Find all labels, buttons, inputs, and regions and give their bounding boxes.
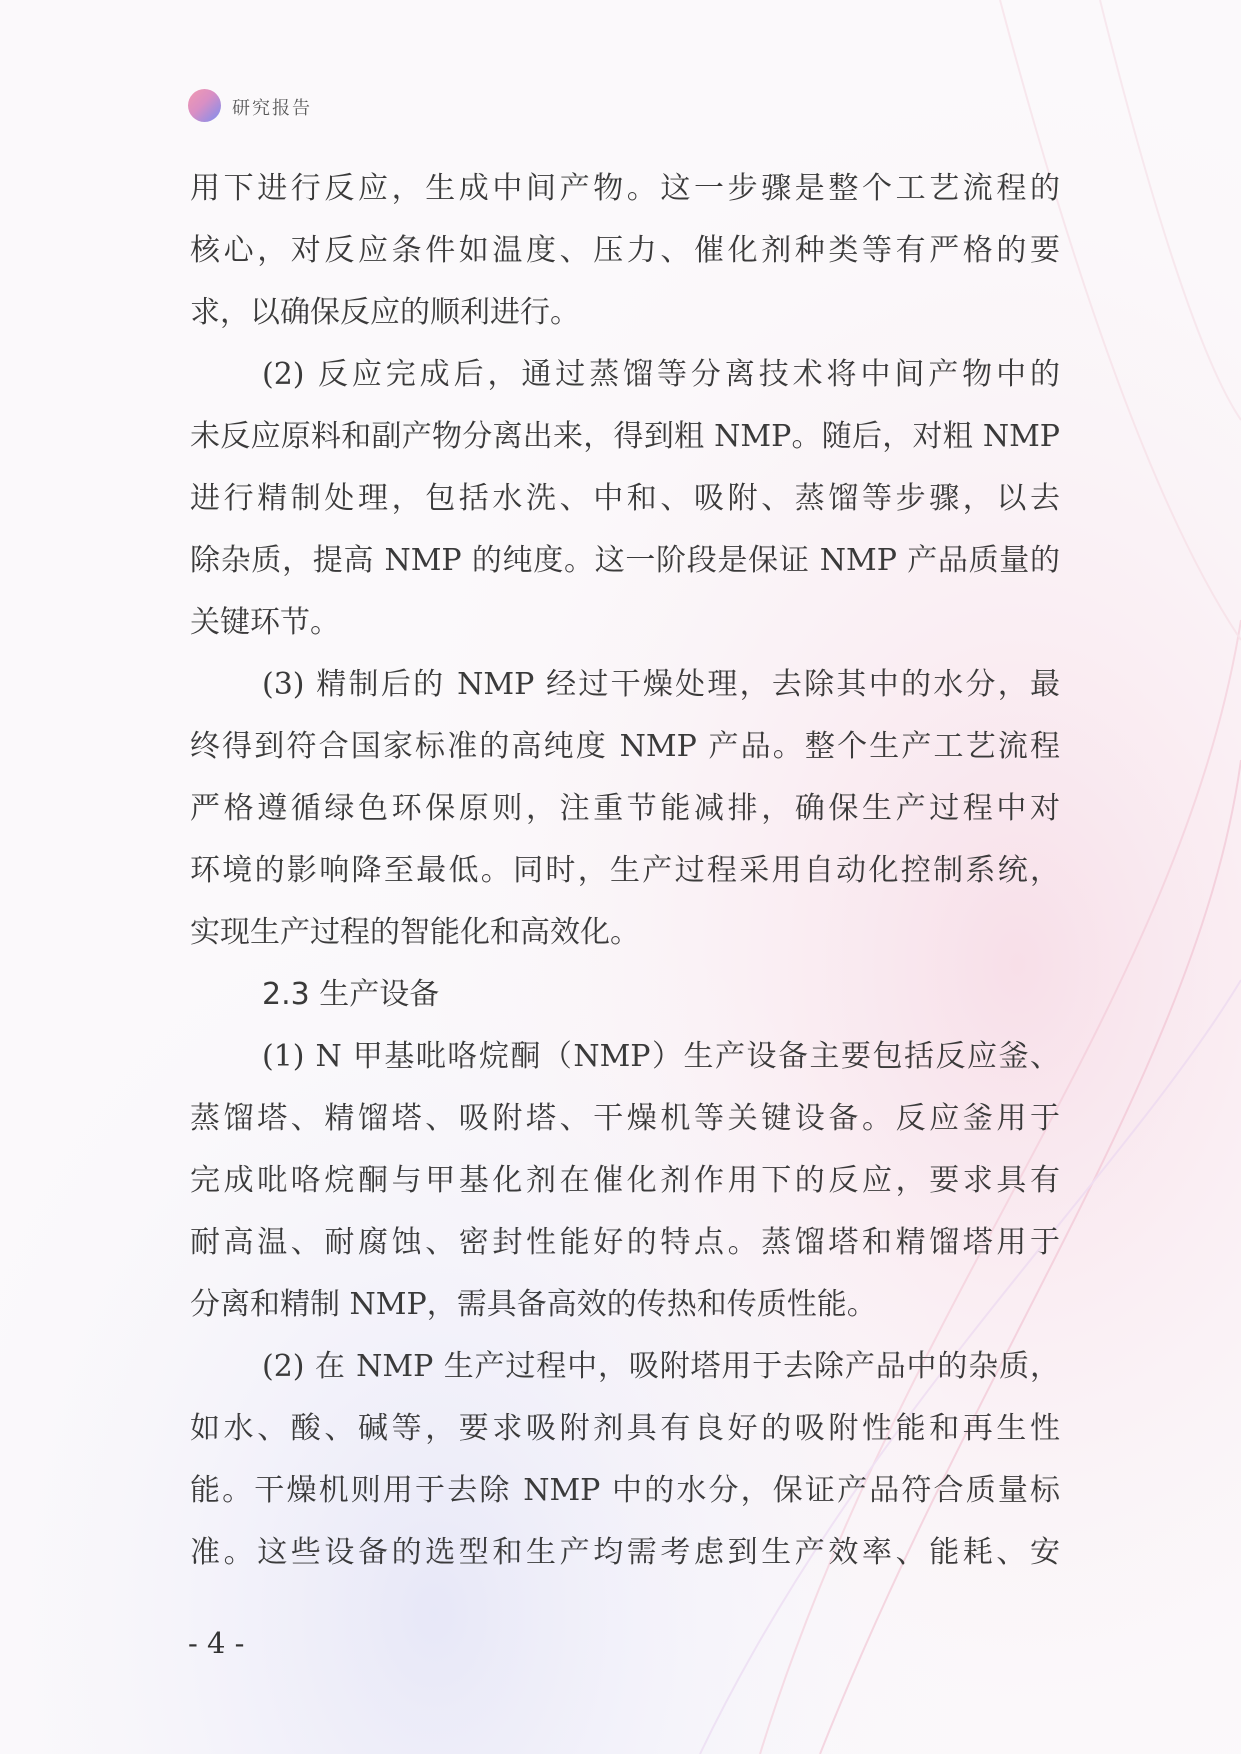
text-line: (2) 反应完成后，通过蒸馏等分离技术将中间产物中的 — [262, 357, 1060, 392]
text-line: 核心，对反应条件如温度、压力、催化剂种类等有严格的要 — [190, 233, 1060, 268]
text-line: (3) 精制后的 NMP 经过干燥处理，去除其中的水分，最 — [262, 667, 1060, 702]
text-line: (1) N 甲基吡咯烷酮（NMP）生产设备主要包括反应釜、 — [262, 1039, 1060, 1074]
header-title: 研究报告 — [232, 98, 312, 119]
logo-dot-icon — [188, 89, 221, 122]
text-line: (2) 在 NMP 生产过程中，吸附塔用于去除产品中的杂质， — [262, 1349, 1060, 1384]
text-line: 蒸馏塔、精馏塔、吸附塔、干燥机等关键设备。反应釜用于 — [190, 1101, 1060, 1136]
text-line: 环境的影响降至最低。同时，生产过程采用自动化控制系统， — [190, 853, 1060, 888]
text-line: 关键环节。 — [190, 605, 340, 640]
body-text — [190, 158, 1060, 1584]
text-line: 严格遵循绿色环保原则，注重节能减排，确保生产过程中对 — [190, 791, 1060, 826]
text-line: 求，以确保反应的顺利进行。 — [190, 295, 580, 330]
text-line: 用下进行反应，生成中间产物。这一步骤是整个工艺流程的 — [190, 171, 1060, 206]
text-line: 未反应原料和副产物分离出来，得到粗 NMP。随后，对粗 NMP — [190, 419, 1060, 454]
text-line: 终得到符合国家标准的高纯度 NMP 产品。整个生产工艺流程 — [190, 729, 1060, 764]
page-number: - 4 - — [188, 1626, 245, 1660]
text-line: 分离和精制 NMP，需具备高效的传热和传质性能。 — [190, 1287, 877, 1322]
text-line: 除杂质，提高 NMP 的纯度。这一阶段是保证 NMP 产品质量的 — [190, 543, 1060, 578]
text-line: 完成吡咯烷酮与甲基化剂在催化剂作用下的反应，要求具有 — [190, 1163, 1060, 1198]
text-line: 如水、酸、碱等，要求吸附剂具有良好的吸附性能和再生性 — [190, 1411, 1060, 1446]
text-line: 实现生产过程的智能化和高效化。 — [190, 915, 640, 950]
text-line: 进行精制处理，包括水洗、中和、吸附、蒸馏等步骤，以去 — [190, 481, 1060, 516]
section-heading: 2.3 生产设备 — [262, 977, 440, 1012]
text-line: 能。干燥机则用于去除 NMP 中的水分，保证产品符合质量标 — [190, 1473, 1060, 1508]
text-line: 准。这些设备的选型和生产均需考虑到生产效率、能耗、安 — [190, 1535, 1060, 1570]
text-line: 耐高温、耐腐蚀、密封性能好的特点。蒸馏塔和精馏塔用于 — [190, 1225, 1060, 1260]
